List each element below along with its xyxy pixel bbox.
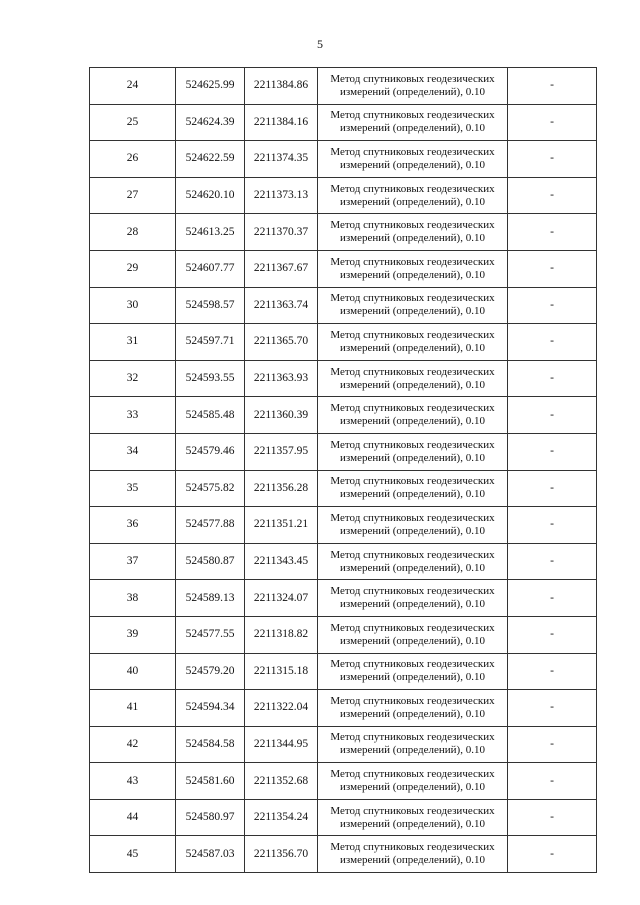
y-coordinate-cell: 2211343.45 bbox=[245, 543, 318, 580]
note-cell: - bbox=[508, 177, 597, 214]
method-cell bbox=[318, 68, 508, 105]
method-text-line2: измерений (определений), 0.10 bbox=[340, 305, 485, 318]
method-cell bbox=[318, 397, 508, 434]
point-number-cell: 43 bbox=[90, 763, 176, 800]
table-row bbox=[90, 104, 597, 141]
method-text-line2: измерений (определений), 0.10 bbox=[340, 634, 485, 647]
y-coordinate-cell: 2211354.24 bbox=[245, 799, 318, 836]
x-coordinate-cell: 524594.34 bbox=[176, 690, 245, 727]
point-number-cell: 38 bbox=[90, 580, 176, 617]
note-cell: - bbox=[508, 250, 597, 287]
method-cell bbox=[318, 507, 508, 544]
method-text-line2: измерений (определений), 0.10 bbox=[340, 524, 485, 537]
y-coordinate-cell: 2211367.67 bbox=[245, 250, 318, 287]
page-number: 5 bbox=[317, 37, 323, 51]
note-cell: - bbox=[508, 543, 597, 580]
point-number-cell: 29 bbox=[90, 250, 176, 287]
note-cell: - bbox=[508, 690, 597, 727]
note-cell: - bbox=[508, 214, 597, 251]
point-number-cell: 39 bbox=[90, 616, 176, 653]
method-cell bbox=[318, 690, 508, 727]
x-coordinate-cell: 524589.13 bbox=[176, 580, 245, 617]
method-cell bbox=[318, 287, 508, 324]
y-coordinate-cell: 2211360.39 bbox=[245, 397, 318, 434]
table-row bbox=[90, 68, 597, 105]
table-row bbox=[90, 580, 597, 617]
method-text-line1: Метод спутниковых геодезических bbox=[330, 292, 495, 305]
method-text-line2: измерений (определений), 0.10 bbox=[340, 451, 485, 464]
note-cell: - bbox=[508, 763, 597, 800]
method-text-line2: измерений (определений), 0.10 bbox=[340, 744, 485, 757]
method-cell bbox=[318, 104, 508, 141]
note-cell: - bbox=[508, 287, 597, 324]
x-coordinate-cell: 524593.55 bbox=[176, 360, 245, 397]
method-text-line2: измерений (определений), 0.10 bbox=[340, 707, 485, 720]
table-row bbox=[90, 507, 597, 544]
note-cell: - bbox=[508, 324, 597, 361]
method-text-line1: Метод спутниковых геодезических bbox=[330, 841, 495, 854]
coordinates-table bbox=[89, 67, 597, 873]
point-number-cell: 28 bbox=[90, 214, 176, 251]
method-text-line1: Метод спутниковых геодезических bbox=[330, 511, 495, 524]
point-number-cell: 35 bbox=[90, 470, 176, 507]
x-coordinate-cell: 524597.71 bbox=[176, 324, 245, 361]
method-cell bbox=[318, 799, 508, 836]
y-coordinate-cell: 2211318.82 bbox=[245, 616, 318, 653]
method-text-line2: измерений (определений), 0.10 bbox=[340, 341, 485, 354]
method-text-line2: измерений (определений), 0.10 bbox=[340, 488, 485, 501]
x-coordinate-cell: 524607.77 bbox=[176, 250, 245, 287]
method-text-line2: измерений (определений), 0.10 bbox=[340, 378, 485, 391]
table-row bbox=[90, 653, 597, 690]
method-text-line1: Метод спутниковых геодезических bbox=[330, 804, 495, 817]
method-cell bbox=[318, 616, 508, 653]
table-row bbox=[90, 690, 597, 727]
point-number-cell: 24 bbox=[90, 68, 176, 105]
y-coordinate-cell: 2211324.07 bbox=[245, 580, 318, 617]
table-row bbox=[90, 397, 597, 434]
table-row bbox=[90, 250, 597, 287]
method-cell bbox=[318, 433, 508, 470]
note-cell: - bbox=[508, 507, 597, 544]
x-coordinate-cell: 524585.48 bbox=[176, 397, 245, 434]
point-number-cell: 26 bbox=[90, 141, 176, 178]
method-cell bbox=[318, 836, 508, 873]
method-cell bbox=[318, 250, 508, 287]
note-cell: - bbox=[508, 653, 597, 690]
x-coordinate-cell: 524579.46 bbox=[176, 433, 245, 470]
y-coordinate-cell: 2211374.35 bbox=[245, 141, 318, 178]
x-coordinate-cell: 524580.87 bbox=[176, 543, 245, 580]
note-cell: - bbox=[508, 726, 597, 763]
point-number-cell: 41 bbox=[90, 690, 176, 727]
y-coordinate-cell: 2211356.28 bbox=[245, 470, 318, 507]
y-coordinate-cell: 2211356.70 bbox=[245, 836, 318, 873]
table-row bbox=[90, 214, 597, 251]
x-coordinate-cell: 524613.25 bbox=[176, 214, 245, 251]
y-coordinate-cell: 2211373.13 bbox=[245, 177, 318, 214]
point-number-cell: 30 bbox=[90, 287, 176, 324]
method-text-line2: измерений (определений), 0.10 bbox=[340, 268, 485, 281]
note-cell: - bbox=[508, 616, 597, 653]
x-coordinate-cell: 524580.97 bbox=[176, 799, 245, 836]
method-cell bbox=[318, 177, 508, 214]
x-coordinate-cell: 524625.99 bbox=[176, 68, 245, 105]
table-row bbox=[90, 141, 597, 178]
y-coordinate-cell: 2211363.93 bbox=[245, 360, 318, 397]
y-coordinate-cell: 2211352.68 bbox=[245, 763, 318, 800]
x-coordinate-cell: 524577.55 bbox=[176, 616, 245, 653]
table-row bbox=[90, 616, 597, 653]
method-cell bbox=[318, 543, 508, 580]
method-text-line1: Метод спутниковых геодезических bbox=[330, 255, 495, 268]
method-cell bbox=[318, 360, 508, 397]
table-row bbox=[90, 360, 597, 397]
method-text-line1: Метод спутниковых геодезических bbox=[330, 768, 495, 781]
method-text-line1: Метод спутниковых геодезических bbox=[330, 145, 495, 158]
method-text-line2: измерений (определений), 0.10 bbox=[340, 671, 485, 684]
method-cell bbox=[318, 141, 508, 178]
x-coordinate-cell: 524624.39 bbox=[176, 104, 245, 141]
method-text-line2: измерений (определений), 0.10 bbox=[340, 122, 485, 135]
x-coordinate-cell: 524575.82 bbox=[176, 470, 245, 507]
point-number-cell: 42 bbox=[90, 726, 176, 763]
y-coordinate-cell: 2211384.86 bbox=[245, 68, 318, 105]
point-number-cell: 45 bbox=[90, 836, 176, 873]
method-cell bbox=[318, 653, 508, 690]
x-coordinate-cell: 524622.59 bbox=[176, 141, 245, 178]
method-cell bbox=[318, 580, 508, 617]
method-text-line1: Метод спутниковых геодезических bbox=[330, 182, 495, 195]
point-number-cell: 37 bbox=[90, 543, 176, 580]
point-number-cell: 32 bbox=[90, 360, 176, 397]
method-cell bbox=[318, 324, 508, 361]
x-coordinate-cell: 524598.57 bbox=[176, 287, 245, 324]
y-coordinate-cell: 2211322.04 bbox=[245, 690, 318, 727]
method-text-line1: Метод спутниковых геодезических bbox=[330, 475, 495, 488]
method-text-line1: Метод спутниковых геодезических bbox=[330, 402, 495, 415]
note-cell: - bbox=[508, 799, 597, 836]
method-text-line1: Метод спутниковых геодезических bbox=[330, 621, 495, 634]
y-coordinate-cell: 2211384.16 bbox=[245, 104, 318, 141]
note-cell: - bbox=[508, 141, 597, 178]
note-cell: - bbox=[508, 836, 597, 873]
method-text-line1: Метод спутниковых геодезических bbox=[330, 438, 495, 451]
method-text-line2: измерений (определений), 0.10 bbox=[340, 598, 485, 611]
point-number-cell: 25 bbox=[90, 104, 176, 141]
x-coordinate-cell: 524620.10 bbox=[176, 177, 245, 214]
method-text-line2: измерений (определений), 0.10 bbox=[340, 158, 485, 171]
method-text-line1: Метод спутниковых геодезических bbox=[330, 585, 495, 598]
point-number-cell: 34 bbox=[90, 433, 176, 470]
method-text-line2: измерений (определений), 0.10 bbox=[340, 817, 485, 830]
method-text-line1: Метод спутниковых геодезических bbox=[330, 109, 495, 122]
note-cell: - bbox=[508, 104, 597, 141]
table-row bbox=[90, 433, 597, 470]
y-coordinate-cell: 2211363.74 bbox=[245, 287, 318, 324]
table-row bbox=[90, 763, 597, 800]
table-row bbox=[90, 543, 597, 580]
y-coordinate-cell: 2211351.21 bbox=[245, 507, 318, 544]
method-text-line1: Метод спутниковых геодезических bbox=[330, 72, 495, 85]
method-cell bbox=[318, 726, 508, 763]
y-coordinate-cell: 2211370.37 bbox=[245, 214, 318, 251]
method-cell bbox=[318, 763, 508, 800]
y-coordinate-cell: 2211315.18 bbox=[245, 653, 318, 690]
x-coordinate-cell: 524579.20 bbox=[176, 653, 245, 690]
point-number-cell: 31 bbox=[90, 324, 176, 361]
point-number-cell: 44 bbox=[90, 799, 176, 836]
point-number-cell: 36 bbox=[90, 507, 176, 544]
method-text-line1: Метод спутниковых геодезических bbox=[330, 365, 495, 378]
method-text-line2: измерений (определений), 0.10 bbox=[340, 415, 485, 428]
point-number-cell: 33 bbox=[90, 397, 176, 434]
table-row bbox=[90, 470, 597, 507]
table-row bbox=[90, 799, 597, 836]
table-row bbox=[90, 177, 597, 214]
table-body bbox=[90, 68, 597, 873]
x-coordinate-cell: 524587.03 bbox=[176, 836, 245, 873]
note-cell: - bbox=[508, 68, 597, 105]
x-coordinate-cell: 524577.88 bbox=[176, 507, 245, 544]
note-cell: - bbox=[508, 360, 597, 397]
method-cell bbox=[318, 470, 508, 507]
method-text-line2: измерений (определений), 0.10 bbox=[340, 232, 485, 245]
method-text-line2: измерений (определений), 0.10 bbox=[340, 781, 485, 794]
note-cell: - bbox=[508, 470, 597, 507]
table-row bbox=[90, 836, 597, 873]
y-coordinate-cell: 2211357.95 bbox=[245, 433, 318, 470]
method-text-line2: измерений (определений), 0.10 bbox=[340, 561, 485, 574]
x-coordinate-cell: 524584.58 bbox=[176, 726, 245, 763]
y-coordinate-cell: 2211365.70 bbox=[245, 324, 318, 361]
method-text-line2: измерений (определений), 0.10 bbox=[340, 85, 485, 98]
method-text-line1: Метод спутниковых геодезических bbox=[330, 548, 495, 561]
y-coordinate-cell: 2211344.95 bbox=[245, 726, 318, 763]
method-text-line1: Метод спутниковых геодезических bbox=[330, 731, 495, 744]
method-text-line1: Метод спутниковых геодезических bbox=[330, 328, 495, 341]
method-cell bbox=[318, 214, 508, 251]
table-row bbox=[90, 324, 597, 361]
method-text-line1: Метод спутниковых геодезических bbox=[330, 658, 495, 671]
point-number-cell: 27 bbox=[90, 177, 176, 214]
note-cell: - bbox=[508, 433, 597, 470]
method-text-line1: Метод спутниковых геодезических bbox=[330, 694, 495, 707]
x-coordinate-cell: 524581.60 bbox=[176, 763, 245, 800]
method-text-line2: измерений (определений), 0.10 bbox=[340, 854, 485, 867]
note-cell: - bbox=[508, 397, 597, 434]
table-row bbox=[90, 726, 597, 763]
method-text-line1: Метод спутниковых геодезических bbox=[330, 219, 495, 232]
table-row bbox=[90, 287, 597, 324]
note-cell: - bbox=[508, 580, 597, 617]
point-number-cell: 40 bbox=[90, 653, 176, 690]
method-text-line2: измерений (определений), 0.10 bbox=[340, 195, 485, 208]
